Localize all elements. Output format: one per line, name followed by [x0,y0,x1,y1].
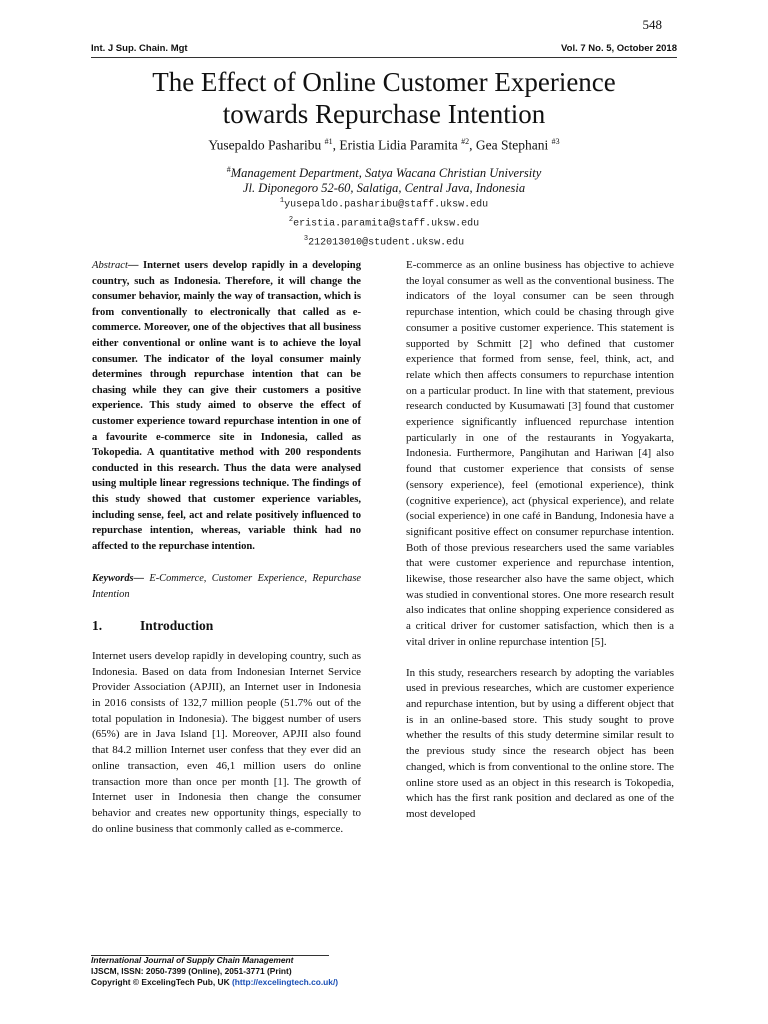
author-mark: #1 [324,137,333,146]
author-mark: #3 [551,137,560,146]
keywords-dash: — [133,573,150,585]
email-item [0,232,768,251]
email-mark: 2 [288,215,294,224]
journal-running-head: Int. J Sup. Chain. Mgt [91,43,188,54]
section-title: Introduction [140,617,214,633]
publisher-link[interactable]: (http://excelingtech.co.uk/) [231,977,339,987]
email-mark: 3 [303,234,309,243]
right-column [406,258,674,823]
intro-paragraph: Internet users develop rapidly in developing country, such as Indonesia. Based on data from Indonesian Internet Service Provider Association (APJII), an Internet user in Indonesia in 2016 consists of 132,7 million people (51.7% out of the total population in Indonesia). The biggest number of users (65%) are in Java Island [1]. Moreover, APJII also found that 84.2 million Internet user confess that they ever did an online transaction, even 46,1 million users do online transaction more than once per month [1]. The growth of Internet user in Indonesia then change the consumer behavior and creates new opportunity things, especially to do online business that commonly called as e-commerce. [92,649,361,835]
body-paragraph: E-commerce as an online business has objective to achieve the loyal consumer as well as the conventional business. The indicators of the loyal consumer can be seen through repurchase intention, which could be chasing through give consumer a positive customer experience. This statement is supported by Schmitt [2] who defined that customer experience that formed from sense, feel, think, act, and relate which then affects consumers to repurchase intention on a particular product. In line with that statement, previous research conducted by Kusumawati [3] found that customer experience significantly influenced repurchase intention particularly in one of the restaurants in Yogyakarta, Indonesia. Furthermore, Pangihutan and Hariwan [4] also found that customer experience that consists of sense (sensory experience), feel (emotional experience), think (cognitive experience), act (physical experience), and relate (social experience) in one café in Bandung, Indonesia have a significant positive effect on consumer repurchase intention. Both of those previous researchers used the same variables that were customer experience and repurchase intention, likewise, those researcher also have the same object, which was studied in conventional stores. One more research result also indicates that online shopping experience considered as a critical driver for customer satisfaction, which then is a vital driver in online repurchase intention [5]. [406,259,674,648]
section-number: 1. [92,617,103,633]
author-list: Yusepaldo Pasharibu $^{\#1}$, Eristia Lidia Paramita $^{\#2}$, Gea Stephani $^{\#3}$ [208,137,560,153]
copyright-text: Copyright © ExcelingTech Pub, UK [91,977,230,987]
footer-issn: IJSCM, ISSN: 2050-7399 (Online), 2051-3771 (Print) [91,966,292,976]
abstract-label: Abstract [92,260,128,271]
affiliation-line-2: Jl. Diponegoro 52-60, Salatiga, Central Java, Indonesia [242,181,526,196]
email-list [0,194,768,250]
page-number: 548 [642,17,662,32]
author-name: Yusepaldo Pasharibu [208,137,322,153]
keywords-label: Keywords [92,573,134,585]
email-mark: 1 [279,197,285,205]
abstract [92,258,361,554]
title-line-2: towards Repurchase Intention [222,99,546,129]
author-name: Eristia Lidia Paramita [339,137,458,153]
paper-title [60,66,708,130]
header-divider [91,57,677,58]
body-paragraph: In this study, researchers research by adopting the variables used in previous researches, which are customer experience and repurchase intention, but by using a different object that is in an online-based store. This study sought to prove whether the results of this study determine similar result to the previous study since the research object has been changed, which is from conventional to the online store. The online store used as an object in this research is Tokopedia, which has the first rank position and declared as one of the most developed [406,666,674,820]
author-name: Gea Stephani [475,137,549,153]
keywords [92,571,361,603]
email-address[interactable]: eristia.paramita@staff.uksw.edu [293,218,480,230]
section-heading [92,617,361,635]
email-address[interactable]: 212013010@student.uksw.edu [308,236,465,248]
email-item [0,213,768,232]
abstract-dash: — [127,260,143,271]
issue-info: Vol. 7 No. 5, October 2018 [561,43,677,54]
email-item [0,194,768,213]
left-column [92,258,361,837]
title-line-1: The Effect of Online Customer Experience [152,67,616,97]
footer-journal: International Journal of Supply Chain Management [91,955,294,965]
keywords-text: E-Commerce, Customer Experience, Repurchase Intention [92,573,361,601]
affiliation-mark: # [226,165,231,174]
abstract-text: Internet users develop rapidly in a developing country, such as Indonesia. Therefore, it will change the consumer behavior, mainly the way of transaction, which is from conventionally to electronically that called as e-commerce. Moreover, one of the objectives that all business either conventional or online want is to achieve the loyal consumer. The indicator of the loyal consumer mainly determines through repurchase intention that can be chasing while they can give their customers a positive experience. This study aimed to observe the effect of customer experience toward repurchase intention in one of a favourite e-commerce site in Indonesia, called as Tokopedia. A quantitative method with 200 respondents conducted in this research. Thus the data were analysed using multiple linear regressions technique. The findings of this study showed that customer experience variables, including sense, feel, act and relate positively influenced to repurchase intention, whereas, variable think had no affected to the repurchase intention. [92,260,361,552]
footer-copyright [91,977,338,988]
email-address[interactable]: yusepaldo.pasharibu@staff.uksw.edu [284,199,489,211]
author-mark: #2 [461,137,470,146]
affiliation [0,162,768,196]
footer [91,955,338,988]
affiliation-line-1: Management Department, Satya Wacana Christian University [230,166,542,181]
